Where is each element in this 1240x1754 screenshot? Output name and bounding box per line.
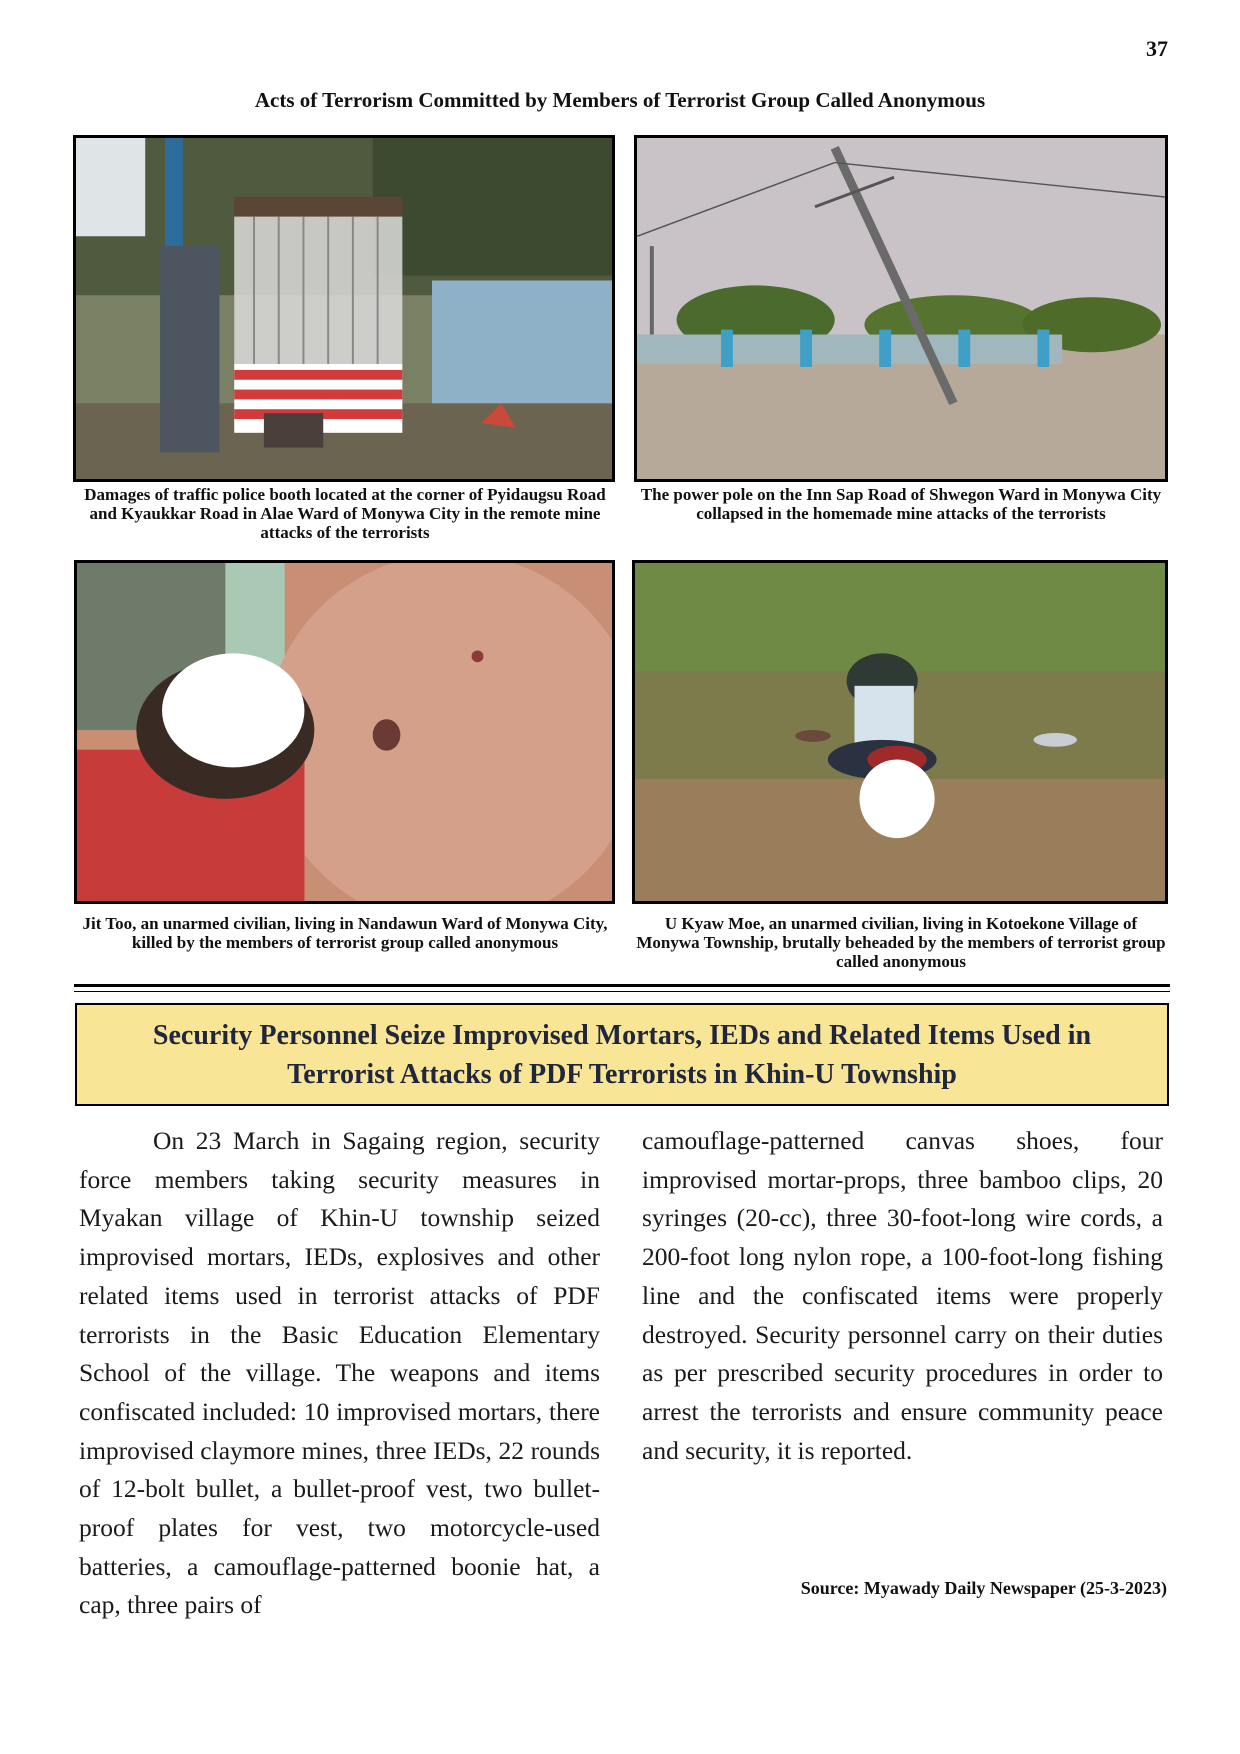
photo-caption: Jit Too, an unarmed civilian, living in Nandawun Ward of Monywa City, killed by the members of terrorist group called anonymous [82,914,608,952]
section-divider-thin [74,991,1170,992]
photo-civilian-u-kyaw-moe [632,560,1168,904]
article-column-1: On 23 March in Sagaing region, security force members taking security measures in Myakan village of Khin-U township seized improvised mortars, IEDs, explosives and other related items used in terrorist attacks of PDF terrorists in the Basic Education Elementary School of the village. The weapons and items confiscated included: 10 improvised mortars, there improvised claymore mines, three IEDs, 22 rounds of 12-bolt bullet, a bullet-proof vest, two bullet-proof plates for vest, two motorcycle-used batteries, a camouflage-patterned boonie hat, a cap, three pairs of [79,1126,600,1620]
article-source: Source: Myawady Daily Newspaper (25-3-2023) [800,1578,1167,1598]
section-divider [74,984,1170,987]
article-headline-box [75,1003,1169,1106]
article-column-2: camouflage-patterned canvas shoes, four improvised mortar-props, three bamboo clips, 20 syringes (20-cc), three 30-foot-long wire cords, a 200-foot long nylon rope, a 100-foot-long fishing line and the confiscated items were properly destroyed. Security personnel carry on their duties as per prescribed security procedures in order to arrest the terrorists and ensure community peace and security, it is reported. [642,1126,1163,1465]
photo-caption: The power pole on the Inn Sap Road of Shwegon Ward in Monywa City collapsed in the homemade mine attacks of the terrorists [640,485,1162,523]
article-headline: Security Personnel Seize Improvised Mortars, IEDs and Related Items Used in Terrorist Attacks of PDF Terrorists in Khin-U Township [152,1019,1092,1090]
photo-civilian-jit-too [74,560,615,904]
photo-caption: Damages of traffic police booth located at the corner of Pyidaugsu Road and Kyaukkar Road in Alae Ward of Monywa City in the remote mine attacks of the terrorists [84,485,606,542]
photo-power-pole [634,135,1168,482]
page-number: 37 [1146,36,1168,61]
photo-police-booth [73,135,615,482]
photo-caption: U Kyaw Moe, an unarmed civilian, living in Kotoekone Village of Monywa Township, brutally beheaded by the members of terrorist group called anonymous [636,914,1166,971]
page-title: Acts of Terrorism Committed by Members of Terrorist Group Called Anonymous [254,88,986,112]
